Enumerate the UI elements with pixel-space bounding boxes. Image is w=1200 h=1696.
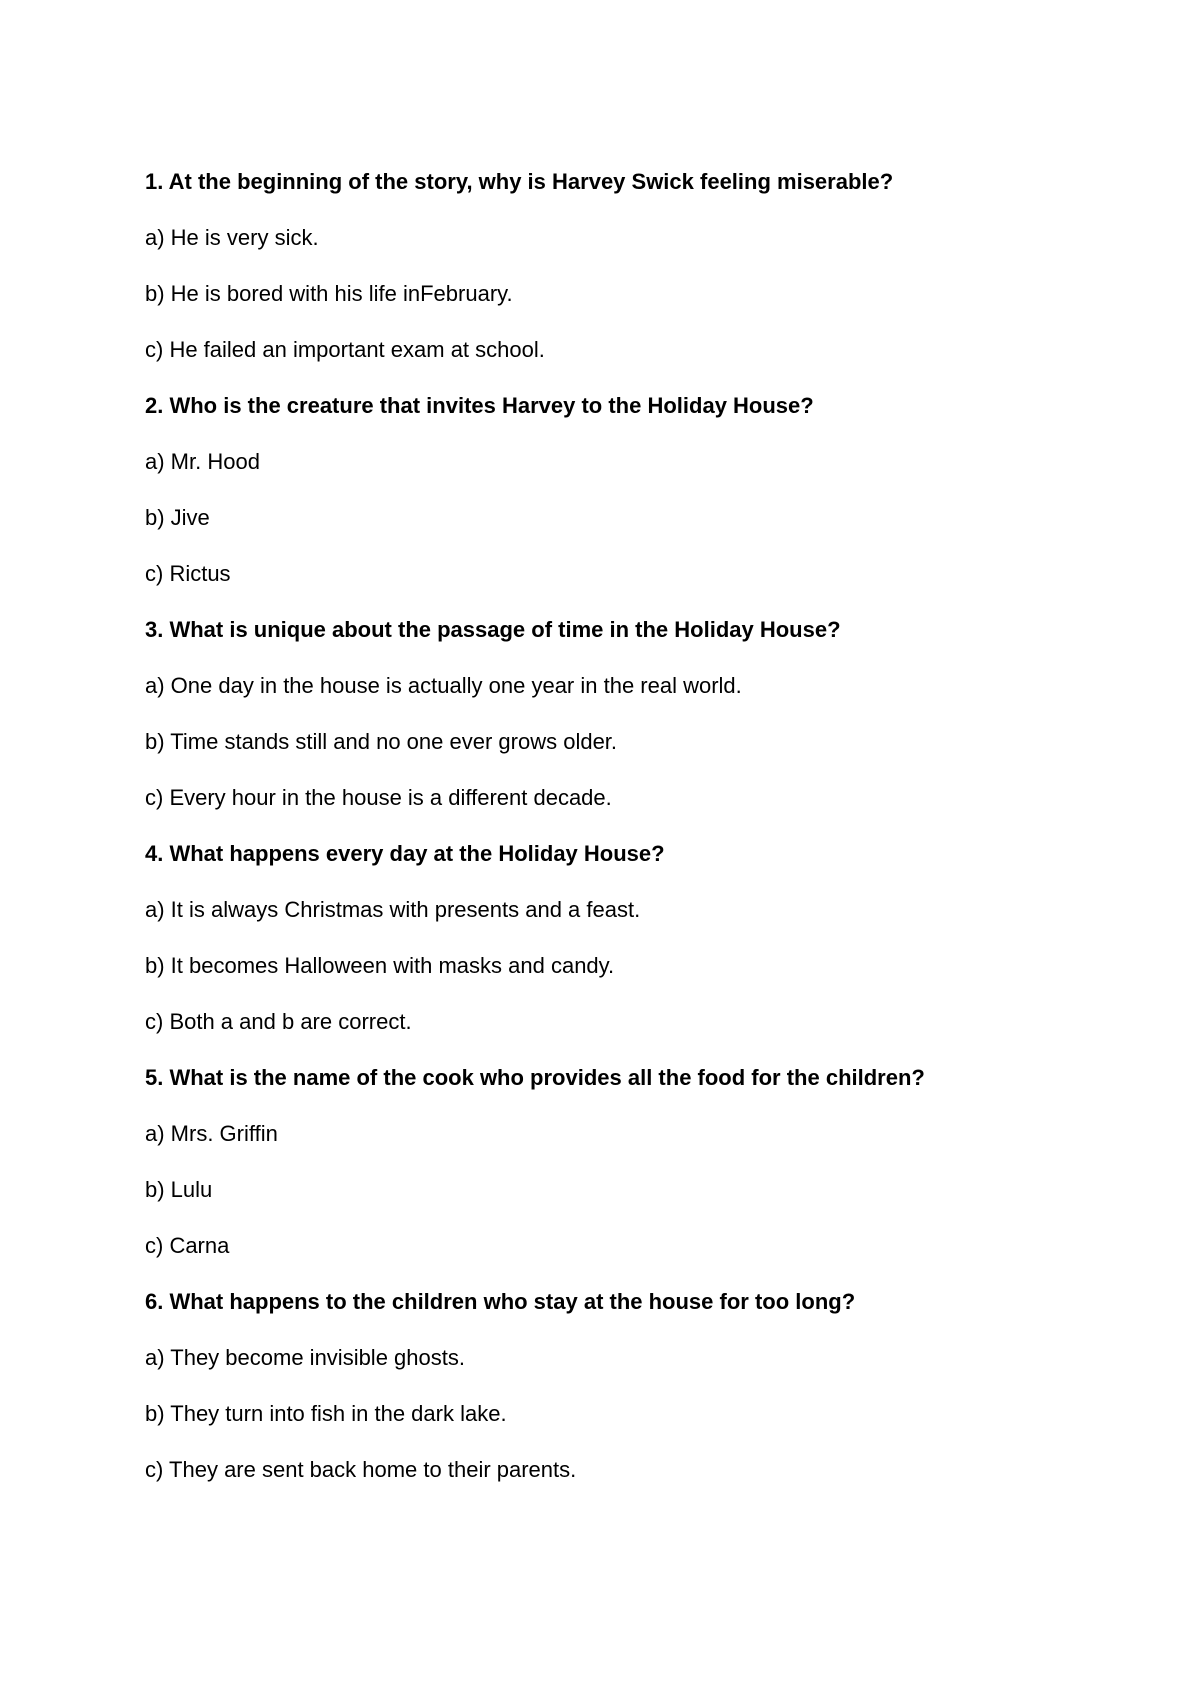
answer-option-b: b) Jive xyxy=(145,505,210,530)
answer-option-c: c) Rictus xyxy=(145,561,231,586)
answer-option-b: b) They turn into fish in the dark lake. xyxy=(145,1401,507,1426)
question-5 xyxy=(145,1066,1145,1258)
question-text: 6. What happens to the children who stay at the house for too long? xyxy=(145,1289,856,1314)
question-text: 3. What is unique about the passage of time in the Holiday House? xyxy=(145,617,841,642)
question-text: 1. At the beginning of the story, why is Harvey Swick feeling miserable? xyxy=(145,169,894,194)
answer-option-a: a) Mrs. Griffin xyxy=(145,1121,278,1146)
answer-option-a: a) One day in the house is actually one year in the real world. xyxy=(145,673,742,698)
answer-option-a: a) He is very sick. xyxy=(145,225,319,250)
question-text: 4. What happens every day at the Holiday House? xyxy=(145,841,665,866)
answer-option-c: c) He failed an important exam at school. xyxy=(145,337,545,362)
answer-option-c: c) Every hour in the house is a different decade. xyxy=(145,785,612,810)
quiz-page xyxy=(145,170,1145,1482)
question-text: 2. Who is the creature that invites Harvey to the Holiday House? xyxy=(145,393,814,418)
answer-option-b: b) Lulu xyxy=(145,1177,213,1202)
answer-option-a: a) It is always Christmas with presents and a feast. xyxy=(145,897,641,922)
answer-option-a: a) They become invisible ghosts. xyxy=(145,1345,465,1370)
question-1 xyxy=(145,170,1145,362)
answer-option-b: b) He is bored with his life inFebruary. xyxy=(145,281,513,306)
answer-option-a: a) Mr. Hood xyxy=(145,449,260,474)
answer-option-b: b) It becomes Halloween with masks and candy. xyxy=(145,953,615,978)
question-6 xyxy=(145,1290,1145,1482)
question-text: 5. What is the name of the cook who provides all the food for the children? xyxy=(145,1065,925,1090)
answer-option-b: b) Time stands still and no one ever grows older. xyxy=(145,729,618,754)
answer-option-c: c) Carna xyxy=(145,1233,230,1258)
answer-option-c: c) Both a and b are correct. xyxy=(145,1009,412,1034)
answer-option-c: c) They are sent back home to their parents. xyxy=(145,1457,577,1482)
question-4 xyxy=(145,842,1145,1034)
question-2 xyxy=(145,394,1145,586)
question-3 xyxy=(145,618,1145,810)
